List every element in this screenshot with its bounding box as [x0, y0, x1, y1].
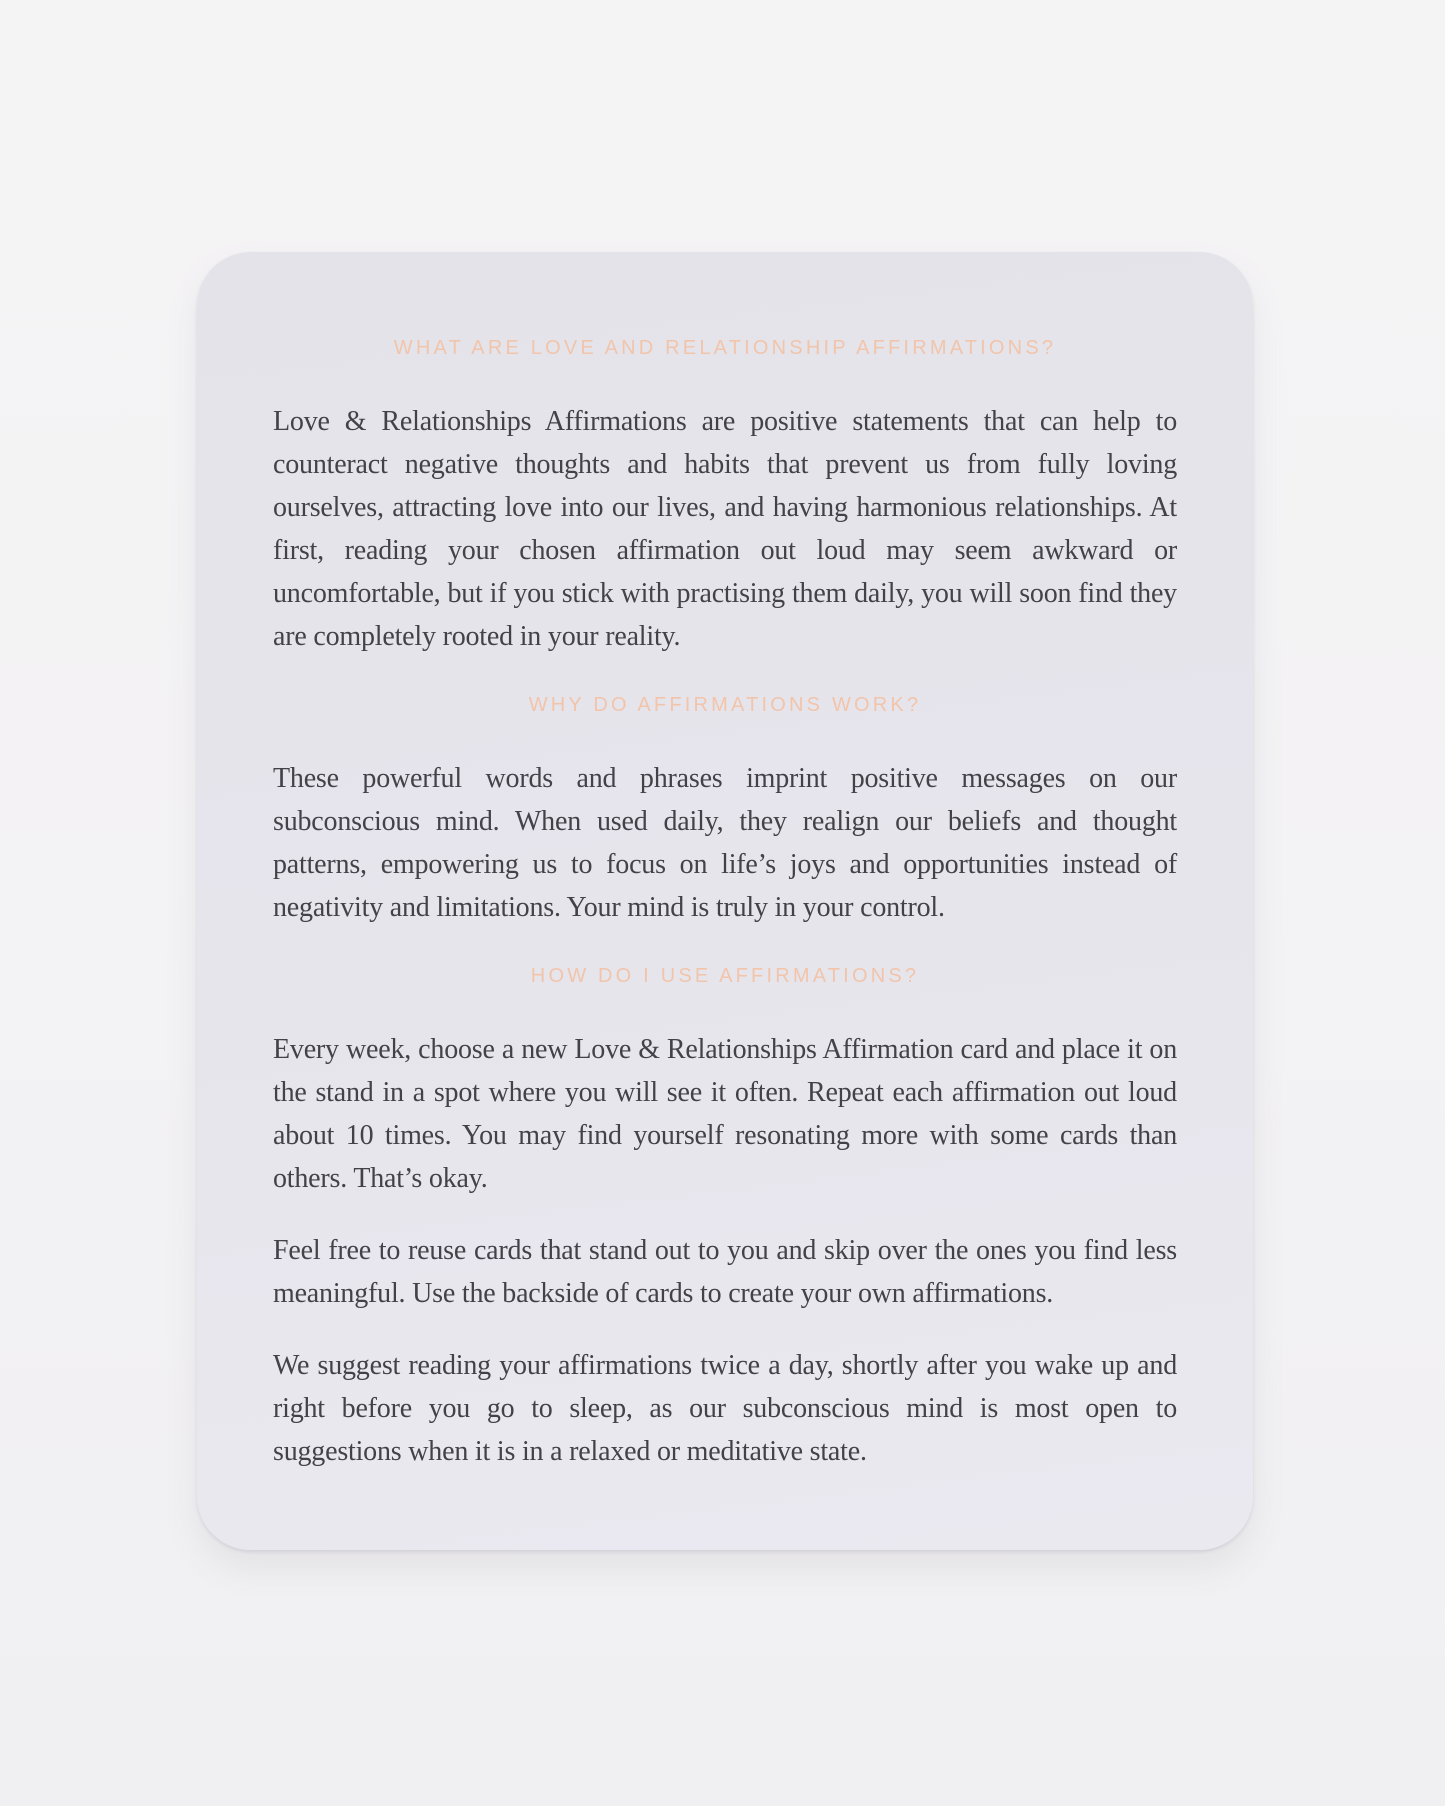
- section-heading: WHAT ARE LOVE AND RELATIONSHIP AFFIRMATIONS?: [393, 337, 1057, 359]
- section-heading: WHY DO AFFIRMATIONS WORK?: [528, 694, 922, 716]
- body-paragraph: Every week, choose a new Love & Relationships Affirmation card and place it on the stand in a spot where you will see it often. Repeat each affirmation out loud about 10 times. You may find yourself resonating more with some cards than others. That’s okay.: [273, 1034, 1177, 1194]
- section-how-to-use-affirmations: [273, 963, 1177, 1473]
- body-paragraph: These powerful words and phrases imprint positive messages on our subconscious mind. When used daily, they realign our beliefs and thought patterns, empowering us to focus on life’s joys and opportunities instead of negativity and limitations. Your mind is truly in your control.: [273, 763, 1177, 923]
- affirmation-instruction-card: [197, 252, 1253, 1550]
- body-paragraph: We suggest reading your affirmations twice a day, shortly after you wake up and right before you go to sleep, as our subconscious mind is most open to suggestions when it is in a relaxed or meditative state.: [273, 1350, 1177, 1467]
- body-paragraph: Love & Relationships Affirmations are positive statements that can help to counteract negative thoughts and habits that prevent us from fully loving ourselves, attracting love into our lives, and having harmonious relationships. At first, reading your chosen affirmation out loud may seem awkward or uncomfortable, but if you stick with practising them daily, you will soon find they are completely rooted in your reality.: [273, 406, 1177, 652]
- section-why-affirmations-work: [273, 692, 1177, 929]
- section-heading: HOW DO I USE AFFIRMATIONS?: [530, 965, 920, 987]
- section-what-are-affirmations: [273, 335, 1177, 658]
- body-paragraph: Feel free to reuse cards that stand out to you and skip over the ones you find less meaningful. Use the backside of cards to create your own affirmations.: [273, 1235, 1177, 1309]
